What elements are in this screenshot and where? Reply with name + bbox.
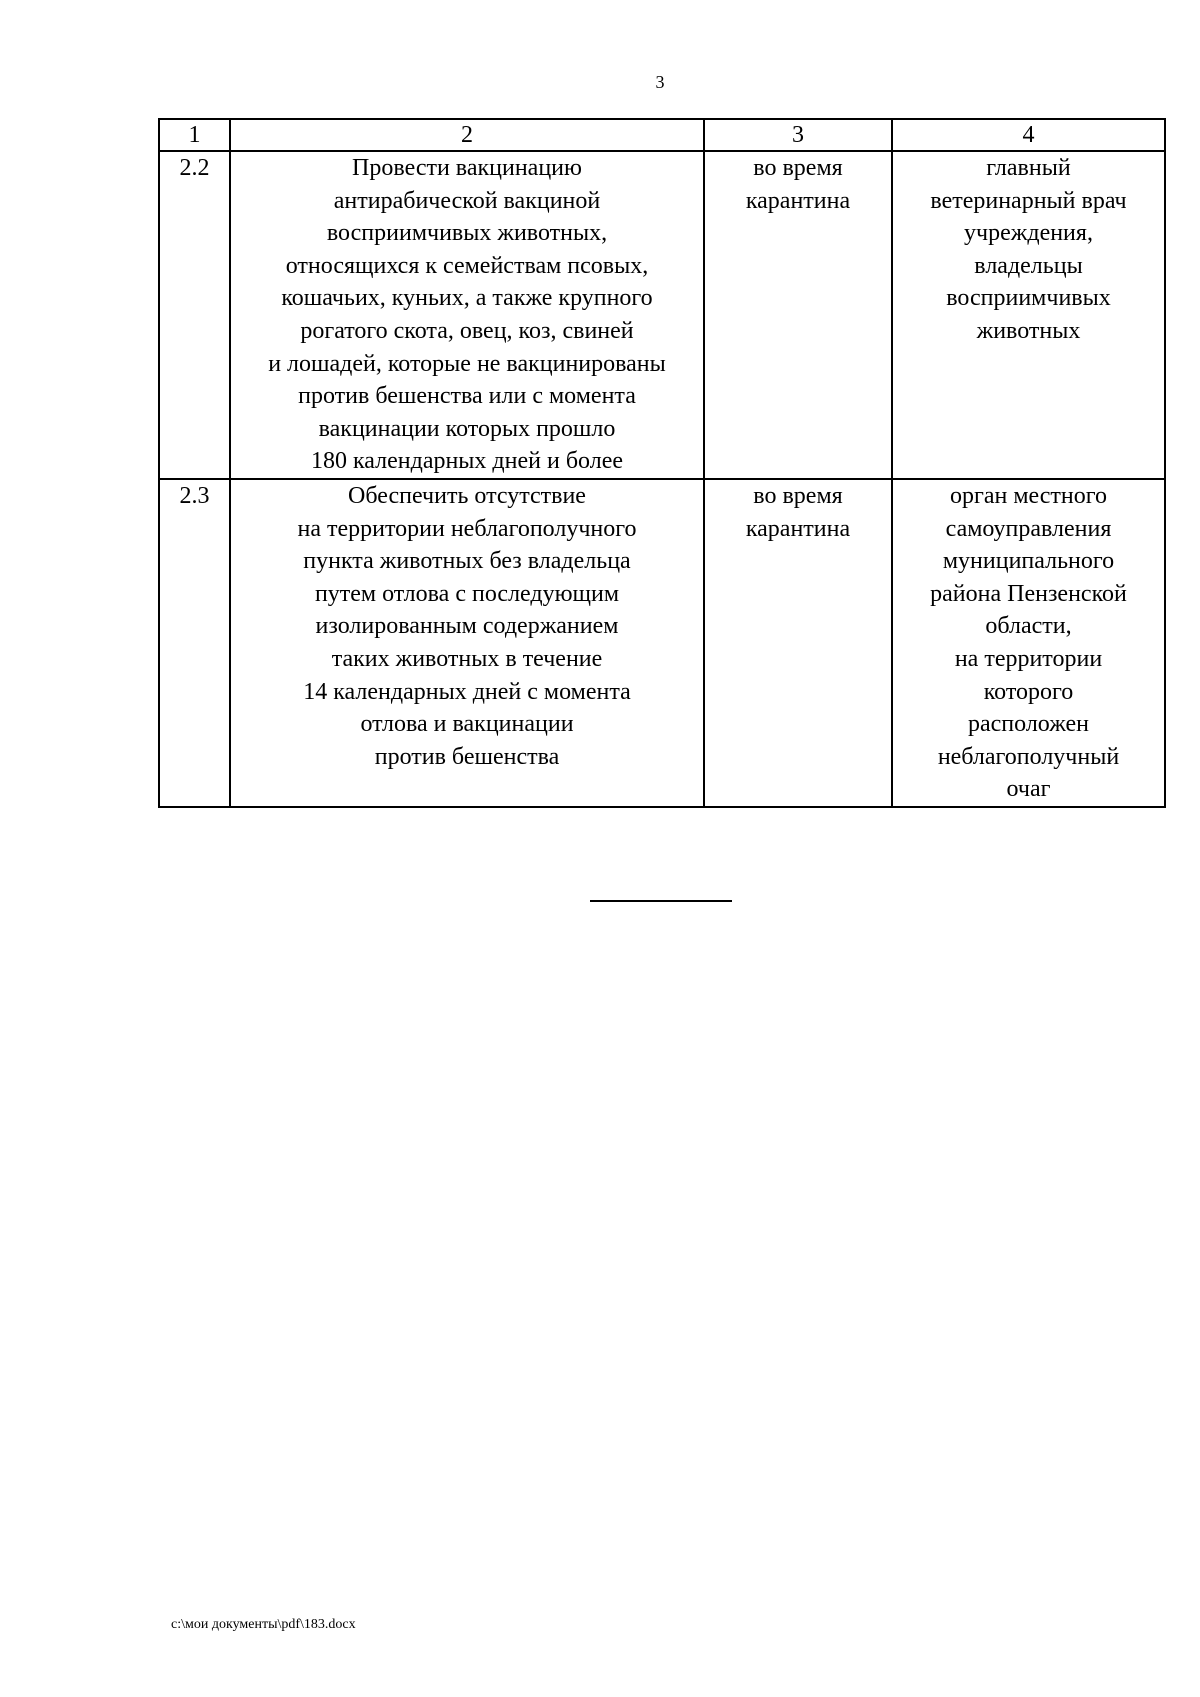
- table-row: [159, 479, 1165, 807]
- table-row: [159, 151, 1165, 479]
- table-header-row: [159, 119, 1165, 151]
- footer-file-path: c:\мои документы\pdf\183.docx: [171, 1617, 356, 1632]
- responsible-cell: главный ветеринарный врач учреждения, владельцы восприимчивых животных: [892, 151, 1165, 479]
- header-cell-3: 3: [704, 119, 892, 151]
- header-cell-4: 4: [892, 119, 1165, 151]
- deadline-cell: во время карантина: [704, 151, 892, 479]
- row-number-cell: 2.3: [159, 479, 230, 807]
- header-cell-1: 1: [159, 119, 230, 151]
- measure-cell: Провести вакцинацию антирабической вакциной восприимчивых животных, относящихся к семействам псовых, кошачьих, куньих, а также крупного рогатого скота, овец, коз, свиней и лошадей, которые не вакцинированы против бешенства или с момента вакцинации которых прошло 180 календарных дней и более: [230, 151, 704, 479]
- deadline-cell: во время карантина: [704, 479, 892, 807]
- responsible-cell: орган местного самоуправления муниципального района Пензенской области, на территории которого расположен неблагополучный очаг: [892, 479, 1165, 807]
- header-cell-2: 2: [230, 119, 704, 151]
- row-number-cell: 2.2: [159, 151, 230, 479]
- end-separator-line: [590, 900, 732, 902]
- measures-table: [158, 118, 1166, 808]
- page-number: 3: [655, 72, 665, 92]
- measure-cell: Обеспечить отсутствие на территории неблагополучного пункта животных без владельца путем отлова с последующим изолированным содержанием таких животных в течение 14 календарных дней с момента отлова и вакцинации против бешенства: [230, 479, 704, 807]
